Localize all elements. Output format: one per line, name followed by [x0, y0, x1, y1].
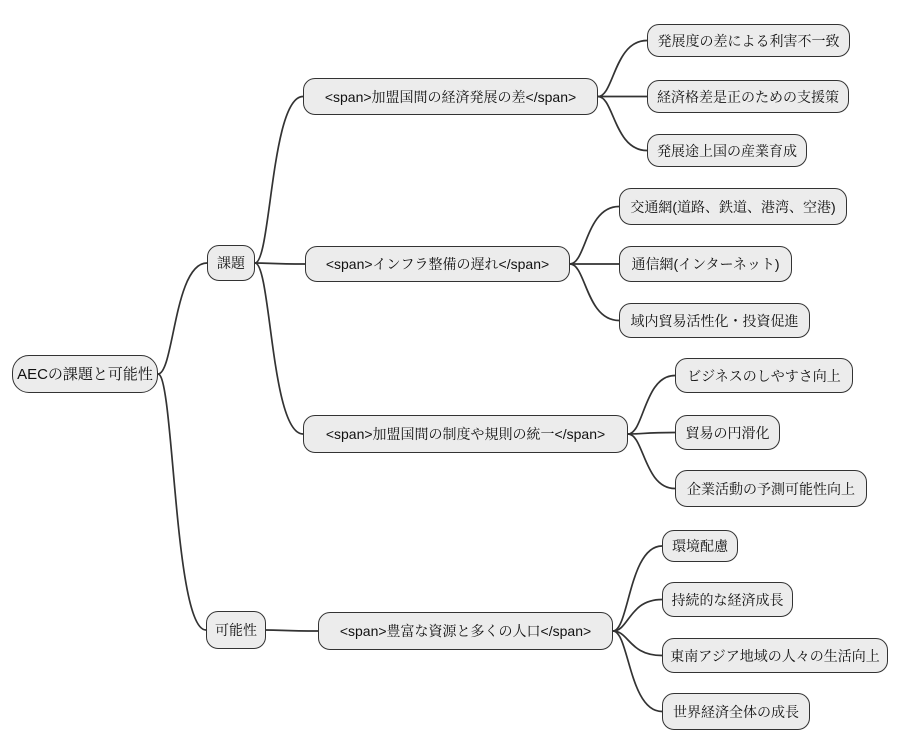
edge-rules-leaf2: [628, 433, 675, 435]
node-branch-possibilities: 可能性: [206, 611, 266, 649]
edge-challenges-rules: [255, 263, 303, 434]
edge-infrastructure-leaf3: [570, 264, 619, 321]
node-leaf-world-economy-growth: 世界経済全体の成長: [662, 693, 810, 730]
edge-resources-leaf1: [613, 546, 662, 631]
node-branch-challenges: 課題: [207, 245, 255, 281]
node-topic-infrastructure: <span>インフラ整備の遅れ</span>: [305, 246, 570, 282]
node-leaf-trade-investment-promotion: 域内貿易活性化・投資促進: [619, 303, 810, 338]
edge-economic-gap-leaf3: [598, 97, 647, 151]
node-root: AECの課題と可能性: [12, 355, 158, 393]
node-leaf-industry-development: 発展途上国の産業育成: [647, 134, 807, 167]
node-topic-rules-unification: <span>加盟国間の制度や規則の統一</span>: [303, 415, 628, 453]
edge-infrastructure-leaf1: [570, 207, 619, 265]
node-leaf-trade-facilitation: 貿易の円滑化: [675, 415, 780, 450]
edge-rules-leaf3: [628, 434, 675, 489]
edge-resources-leaf2: [613, 600, 662, 632]
node-topic-economic-gap: <span>加盟国間の経済発展の差</span>: [303, 78, 598, 115]
edge-root-possibilities: [158, 374, 206, 630]
edge-possibilities-resources: [266, 630, 318, 631]
node-leaf-transport-network: 交通網(道路、鉄道、港湾、空港): [619, 188, 847, 225]
node-leaf-communication-network: 通信網(インターネット): [619, 246, 792, 282]
node-leaf-living-standards: 東南アジア地域の人々の生活向上: [662, 638, 888, 673]
node-leaf-predictability: 企業活動の予測可能性向上: [675, 470, 867, 507]
edge-resources-leaf4: [613, 631, 662, 712]
node-leaf-sustainable-growth: 持続的な経済成長: [662, 582, 793, 617]
node-leaf-interest-mismatch: 発展度の差による利害不一致: [647, 24, 850, 57]
edge-rules-leaf1: [628, 376, 675, 435]
node-topic-resources-population: <span>豊富な資源と多くの人口</span>: [318, 612, 613, 650]
node-leaf-support-measures: 経済格差是正のための支援策: [647, 80, 849, 113]
edge-resources-leaf3: [613, 631, 662, 656]
edge-challenges-infrastructure: [255, 263, 305, 264]
node-leaf-ease-of-business: ビジネスのしやすさ向上: [675, 358, 853, 393]
node-leaf-environment: 環境配慮: [662, 530, 738, 562]
edge-economic-gap-leaf1: [598, 41, 647, 97]
edge-challenges-economic-gap: [255, 97, 303, 264]
edge-root-challenges: [158, 263, 207, 374]
